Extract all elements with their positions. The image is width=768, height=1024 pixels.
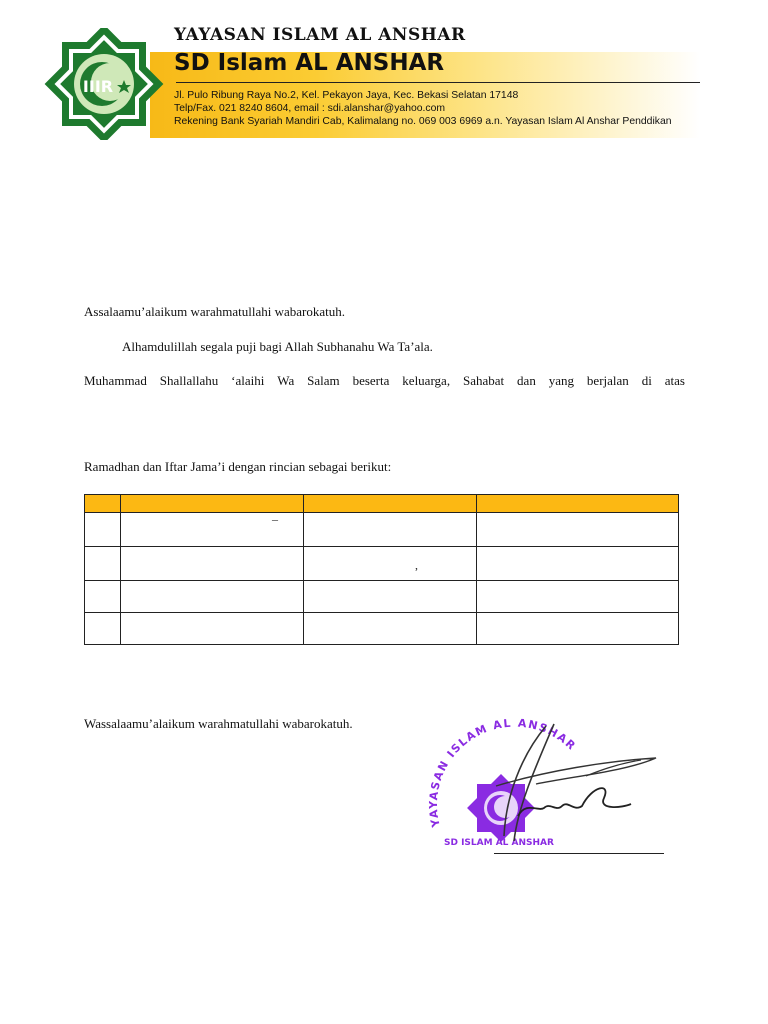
- table-cell: [477, 547, 679, 581]
- stray-dash-mark: –: [272, 512, 278, 526]
- table-cell: [304, 547, 477, 581]
- foundation-name: YAYASAN ISLAM AL ANSHAR: [174, 25, 466, 45]
- stamp-arc-text: YAYASAN ISLAM AL ANSHAR: [427, 716, 579, 829]
- header-cell: [304, 495, 477, 513]
- table-row: [85, 513, 679, 547]
- opening-greeting: Assalaamu’alaikum warahmatullahi wabarokatuh.: [84, 304, 345, 319]
- table-row: [85, 581, 679, 613]
- bank-account-line: Rekening Bank Syariah Mandiri Cab, Kalimalang no. 069 003 6969 a.n. Yayasan Islam Al Anshar Penddikan: [174, 116, 672, 127]
- table-cell: [477, 581, 679, 613]
- salawat-word: berjalan: [586, 373, 629, 388]
- signature-line: [494, 853, 664, 854]
- school-name: SD Islam AL ANSHAR: [174, 50, 445, 76]
- stray-comma-mark: ,: [415, 558, 418, 572]
- closing-greeting: Wassalaamu’alaikum warahmatullahi wabarokatuh.: [84, 716, 353, 731]
- contact-line: Telp/Fax. 021 8240 8604, email : sdi.alanshar@yahoo.com: [174, 103, 446, 114]
- salawat-word: ‘alaihi: [231, 373, 265, 388]
- table-cell: [121, 613, 304, 645]
- table-header-row: [85, 495, 679, 513]
- table-cell: [304, 513, 477, 547]
- salawat-word: Wa: [277, 373, 295, 388]
- salawat-word: Sahabat: [462, 373, 505, 388]
- salawat-word: di: [641, 373, 652, 388]
- salawat-word: keluarga,: [402, 373, 451, 388]
- salawat-word: Salam: [307, 373, 340, 388]
- salawat-word: beserta: [352, 373, 390, 388]
- table-cell: [85, 581, 121, 613]
- table-cell: [304, 581, 477, 613]
- table-cell: [85, 547, 121, 581]
- header-cell: [121, 495, 304, 513]
- salawat-word: Muhammad: [84, 373, 147, 388]
- octagram-star-logo-icon: [36, 28, 172, 140]
- salawat-paragraph: [84, 373, 685, 389]
- salawat-word: atas: [664, 373, 685, 388]
- table-cell: [85, 613, 121, 645]
- table-cell: [477, 513, 679, 547]
- salawat-word: dan: [517, 373, 536, 388]
- salawat-word: Shallallahu: [159, 373, 219, 388]
- table-cell: [121, 581, 304, 613]
- table-row: [85, 613, 679, 645]
- table-row: [85, 547, 679, 581]
- header-cell: [85, 495, 121, 513]
- address-line: Jl. Pulo Ribung Raya No.2, Kel. Pekayon Jaya, Kec. Bekasi Selatan 17148: [174, 90, 519, 101]
- stamp-bottom-text: SD ISLAM AL ANSHAR: [444, 838, 554, 848]
- praise-paragraph: Alhamdulillah segala puji bagi Allah Subhanahu Wa Ta’ala.: [122, 339, 433, 354]
- table-cell: [304, 613, 477, 645]
- header-cell: [477, 495, 679, 513]
- salawat-word: yang: [548, 373, 575, 388]
- table-cell: [85, 513, 121, 547]
- logo-text: IIIR: [82, 77, 114, 96]
- table-cell: [121, 547, 304, 581]
- yayasan-islam-stamp-icon: [426, 716, 676, 856]
- schedule-table: [84, 494, 679, 645]
- header-divider: [176, 82, 700, 83]
- schedule-intro: Ramadhan dan Iftar Jama’i dengan rincian sebagai berikut:: [84, 459, 392, 474]
- table-cell: [477, 613, 679, 645]
